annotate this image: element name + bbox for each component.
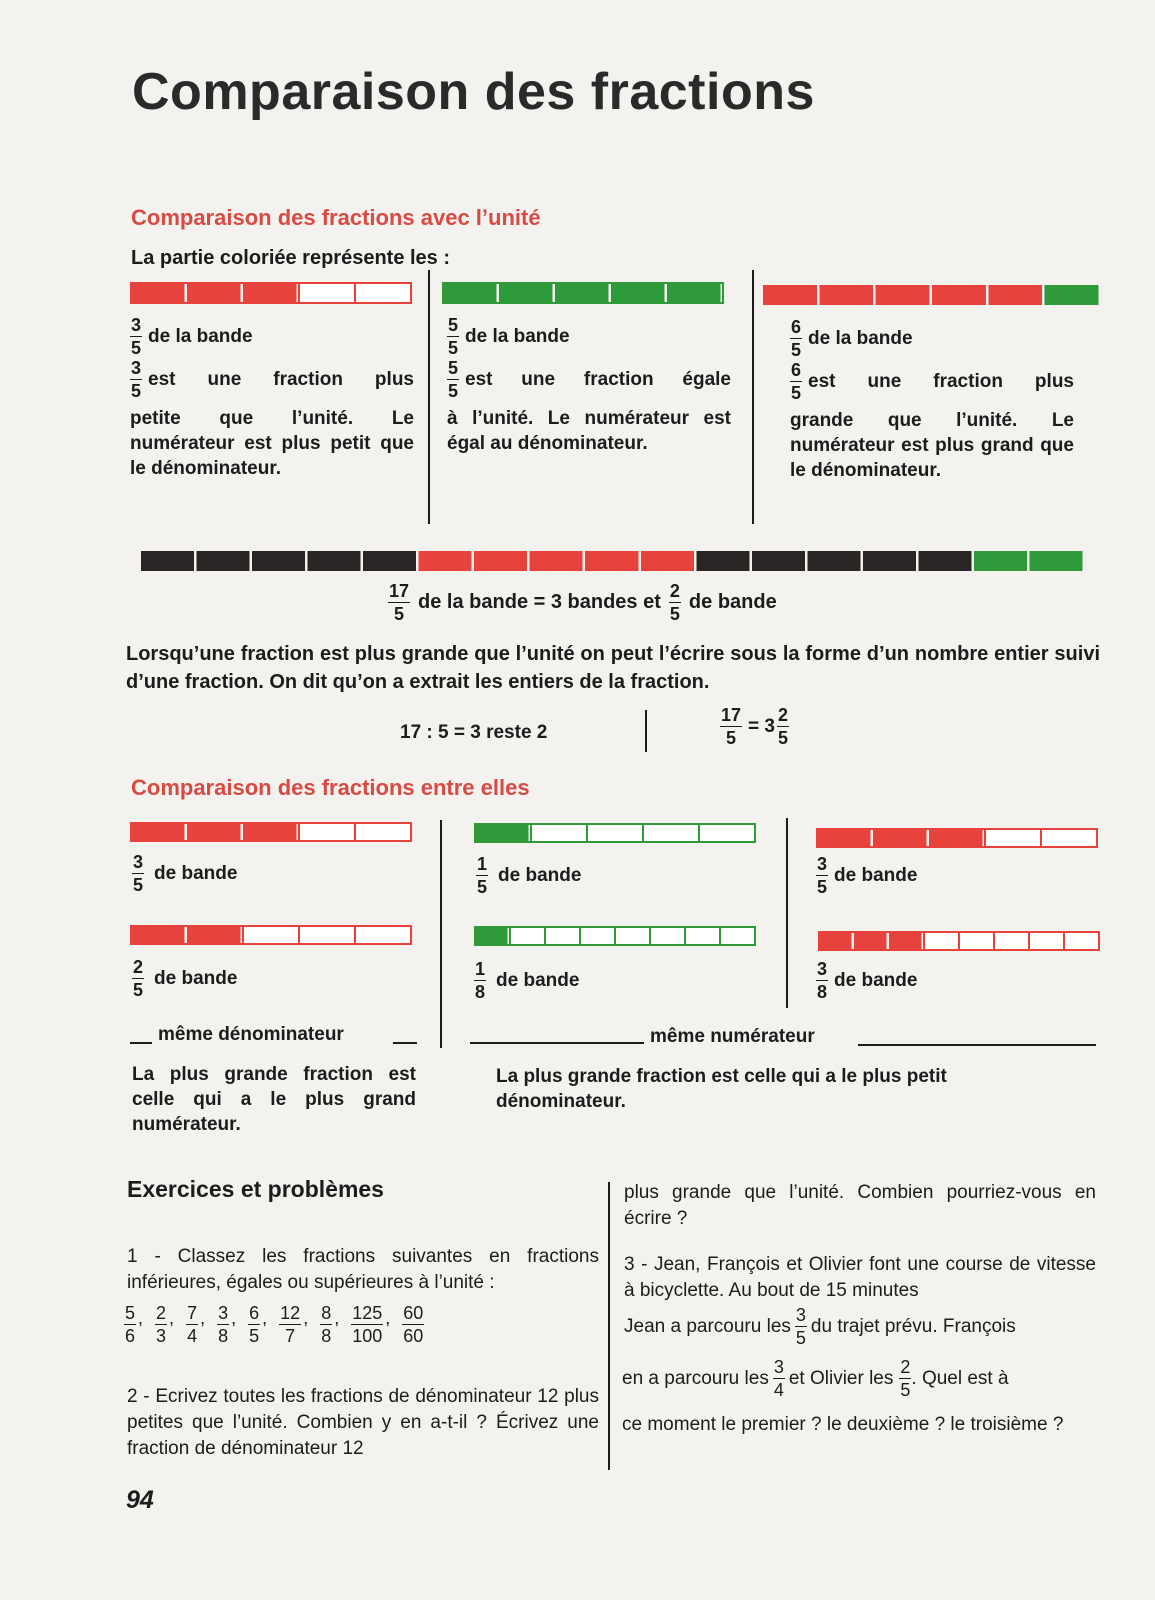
fraction: $\frac{2}{5}$ (777, 705, 788, 748)
col2-block (447, 316, 731, 456)
fraction-label: de la bande (465, 326, 570, 347)
fraction: $\frac{12}{7}$ (280, 1303, 301, 1346)
text-run: . Quel est à (911, 1367, 1009, 1389)
separator: , (385, 1308, 391, 1328)
bar-segment-empty (580, 927, 615, 945)
bar-segment-filled (696, 551, 749, 571)
fraction: $\frac{5}{5}$ (448, 358, 459, 401)
bar-six-fifths (762, 284, 1102, 306)
fraction-label: de la bande (808, 328, 913, 349)
bar-segment-empty (355, 926, 411, 944)
bar-segment-filled (308, 551, 361, 571)
bar-segment-filled (611, 283, 665, 303)
bar-segment-empty (1041, 829, 1097, 847)
c2-label (816, 960, 917, 1001)
bar-c2 (818, 931, 1100, 951)
bar-segment-filled (243, 283, 297, 303)
statement-line: est une fraction plus (808, 371, 1074, 392)
bar-b2 (474, 926, 756, 946)
fraction: $\frac{17}{5}$ (721, 705, 742, 748)
fraction: $\frac{17}{5}$ (389, 581, 410, 624)
col2-body: à l’unité. Le numérateur est égal au dénominateur. (447, 408, 731, 454)
bar-segment-filled (475, 927, 508, 945)
exercise-2-text: 2 - Ecrivez toutes les fractions de dénominateur 12 plus petites que l’unité. Combien y en a-t-il ? Écrivez une fraction de dénominateur 12 (127, 1386, 599, 1459)
separator: , (262, 1308, 268, 1328)
a1-label (132, 853, 237, 894)
fraction: $\frac{5}{5}$ (448, 315, 459, 358)
exercise-1-text: 1 - Classez les fractions suivantes en fractions inférieures, égales ou supérieures à l’unité : (127, 1246, 599, 1293)
equals-text: = 3 (748, 716, 775, 737)
col3-body: grande que l’unité. Le numérateur est plus grand que le dénominateur. (790, 410, 1074, 481)
bar-segment-empty (531, 824, 587, 842)
bar-a1 (130, 822, 412, 842)
fraction: $\frac{2}{3}$ (156, 1303, 167, 1346)
separator: , (138, 1308, 144, 1328)
bar-segment-filled (585, 551, 638, 571)
fraction: $\frac{3}{8}$ (817, 959, 828, 1002)
bar-segment-empty (299, 283, 355, 303)
exercise-3-line (622, 1358, 1096, 1399)
bar-b1 (474, 823, 756, 843)
exercise-1-fractions (124, 1304, 424, 1345)
exercise-3-line (624, 1306, 1096, 1347)
separator: , (231, 1308, 237, 1328)
rule-line (393, 1042, 417, 1044)
bar-segment-filled (889, 932, 922, 950)
fraction-label: de bande (496, 970, 580, 991)
bar-segment-filled (817, 829, 871, 847)
fraction: $\frac{6}{5}$ (791, 317, 802, 360)
bar-three-fifths (130, 282, 412, 304)
exercise-3-text: 3 - Jean, François et Olivier font une course de vitesse à bicyclette. Au bout de 15 minutes (624, 1254, 1096, 1301)
caption-text: de bande (688, 591, 777, 613)
fraction: $\frac{2}{5}$ (133, 957, 144, 1000)
c1-label (816, 855, 917, 896)
fraction: $\frac{3}{5}$ (133, 852, 144, 895)
bar-segment-filled (1045, 285, 1099, 305)
section1-heading: Comparaison des fractions avec l’unité (131, 205, 541, 230)
bar-segment-empty (587, 824, 643, 842)
separator: , (303, 1308, 309, 1328)
col1-body: petite que l’unité. Le numérateur est plus petit que le dénominateur. (130, 408, 414, 479)
fraction: $\frac{6}{5}$ (791, 360, 802, 403)
conclusion-right: La plus grande fraction est celle qui a le plus petit dénominateur. (496, 1066, 947, 1112)
rule-line (470, 1042, 644, 1044)
bar-segment-empty (959, 932, 994, 950)
text-run: et Olivier les (788, 1367, 894, 1389)
bar-seventeen-fifths (140, 550, 1086, 572)
column-divider (428, 270, 430, 524)
bar-segment-filled (876, 285, 930, 305)
caption-text: de la bande = 3 bandes et (418, 591, 661, 613)
column-divider (786, 818, 788, 1008)
bar-segment-filled (474, 551, 527, 571)
bar-segment-filled (475, 824, 529, 842)
conclusion-left: La plus grande fraction est celle qui a le plus grand numérateur. (132, 1064, 416, 1135)
bar-segment-filled (667, 283, 721, 303)
mixed-number (720, 706, 795, 747)
bar-c1 (816, 828, 1098, 848)
bar-segment-filled (141, 551, 194, 571)
bar-segment-filled (974, 551, 1027, 571)
bar-segment-empty (299, 926, 355, 944)
bar-segment-filled (873, 829, 927, 847)
text-run: du trajet prévu. François (810, 1315, 1016, 1337)
bar-segment-filled (807, 551, 860, 571)
bar-segment-empty (355, 823, 411, 841)
bar-segment-filled (131, 926, 185, 944)
exercise-2-continuation: plus grande que l’unité. Combien pourriez-vous en écrire ? (624, 1182, 1096, 1229)
section2-heading: Comparaison des fractions entre elles (131, 775, 530, 800)
division-text: 17 : 5 = 3 reste 2 (400, 722, 548, 743)
bar-segment-filled (1029, 551, 1082, 571)
text-run: Jean a parcouru les (624, 1315, 791, 1337)
bar-segment-empty (545, 927, 580, 945)
statement-line: est une fraction égale (465, 369, 731, 390)
fraction: $\frac{3}{8}$ (218, 1303, 229, 1346)
a2-label (132, 958, 237, 999)
fraction: $\frac{5}{6}$ (125, 1303, 136, 1346)
bar-segment-empty (924, 932, 959, 950)
fraction: $\frac{6}{5}$ (249, 1303, 260, 1346)
fraction: $\frac{3}{5}$ (131, 315, 142, 358)
section1-intro: La partie coloriée représente les : (131, 247, 451, 269)
fraction: $\frac{8}{8}$ (321, 1303, 332, 1346)
bar-segment-filled (932, 285, 986, 305)
fraction: $\frac{2}{5}$ (669, 581, 680, 624)
bar-segment-empty (643, 824, 699, 842)
bar-segment-empty (650, 927, 685, 945)
divider (645, 710, 647, 752)
page-number: 94 (126, 1486, 154, 1514)
fraction: $\frac{3}{4}$ (773, 1357, 784, 1400)
long-bar-caption (388, 582, 777, 623)
fraction-label: de bande (834, 865, 918, 886)
bar-segment-filled (918, 551, 971, 571)
fraction-label: de la bande (148, 326, 253, 347)
bar-segment-empty (243, 926, 299, 944)
bar-segment-empty (994, 932, 1029, 950)
exercise-3-end: ce moment le premier ? le deuxième ? le troisième ? (622, 1414, 1064, 1435)
bar-segment-empty (510, 927, 545, 945)
bar-segment-filled (555, 283, 609, 303)
bar-a2 (130, 925, 412, 945)
fraction: $\frac{7}{4}$ (187, 1303, 198, 1346)
bar-segment-empty (685, 927, 720, 945)
bar-segment-empty (615, 927, 650, 945)
bar-segment-filled (243, 823, 297, 841)
bar-segment-empty (299, 823, 355, 841)
fraction: $\frac{3}{5}$ (795, 1305, 806, 1348)
separator: , (200, 1308, 206, 1328)
bar-segment-filled (530, 551, 583, 571)
bar-segment-filled (819, 932, 852, 950)
bar-segment-filled (131, 823, 185, 841)
bar-segment-filled (929, 829, 983, 847)
bar-segment-filled (443, 283, 497, 303)
bar-segment-filled (187, 823, 241, 841)
column-divider (752, 270, 754, 524)
page-title: Comparaison des fractions (132, 63, 815, 121)
col1-block (130, 316, 414, 481)
bar-segment-filled (752, 551, 805, 571)
bar-segment-filled (763, 285, 817, 305)
exercises-heading: Exercices et problèmes (127, 1176, 384, 1202)
bar-segment-filled (854, 932, 887, 950)
bar-segment-filled (641, 551, 694, 571)
fraction-label: de bande (498, 865, 582, 886)
bar-segment-empty (699, 824, 755, 842)
column-divider (608, 1182, 610, 1470)
bar-segment-filled (819, 285, 873, 305)
bar-segment-filled (197, 551, 250, 571)
fraction: $\frac{125}{100}$ (352, 1303, 383, 1346)
bar-segment-empty (1029, 932, 1064, 950)
b1-label (476, 855, 581, 896)
bar-segment-filled (363, 551, 416, 571)
fraction: $\frac{1}{8}$ (475, 959, 486, 1002)
bar-segment-empty (720, 927, 755, 945)
bar-segment-empty (355, 283, 411, 303)
statement-line: est une fraction plus (148, 369, 414, 390)
fraction: $\frac{2}{5}$ (900, 1357, 911, 1400)
bar-five-fifths (442, 282, 724, 304)
fraction: $\frac{60}{60}$ (403, 1303, 424, 1346)
fraction-label: de bande (154, 863, 238, 884)
same-numerator-label: même numérateur (650, 1026, 815, 1047)
rule-line (858, 1044, 1096, 1046)
b2-label (474, 960, 579, 1001)
separator: , (334, 1308, 340, 1328)
bar-segment-filled (252, 551, 305, 571)
column-divider (440, 820, 442, 1048)
fraction-label: de bande (154, 968, 238, 989)
fraction-label: de bande (834, 970, 918, 991)
rule-line (130, 1042, 152, 1044)
bar-segment-filled (419, 551, 472, 571)
bar-segment-filled (187, 926, 241, 944)
rule-text: Lorsqu’une fraction est plus grande que l’unité on peut l’écrire sous la forme d’un nombre entier suivi d’une fraction. On dit qu’on a extrait les entiers de la fraction. (126, 643, 1100, 693)
col3-block (790, 318, 1074, 483)
fraction: $\frac{3}{5}$ (817, 854, 828, 897)
text-run: en a parcouru les (622, 1367, 769, 1389)
bar-segment-filled (187, 283, 241, 303)
bar-segment-empty (1064, 932, 1099, 950)
bar-segment-empty (985, 829, 1041, 847)
fraction: $\frac{3}{5}$ (131, 358, 142, 401)
bar-segment-filled (863, 551, 916, 571)
bar-segment-filled (131, 283, 185, 303)
separator: , (169, 1308, 175, 1328)
bar-segment-filled (499, 283, 553, 303)
fraction: $\frac{1}{5}$ (477, 854, 488, 897)
bar-segment-filled (988, 285, 1042, 305)
same-denominator-label: même dénominateur (158, 1024, 344, 1045)
